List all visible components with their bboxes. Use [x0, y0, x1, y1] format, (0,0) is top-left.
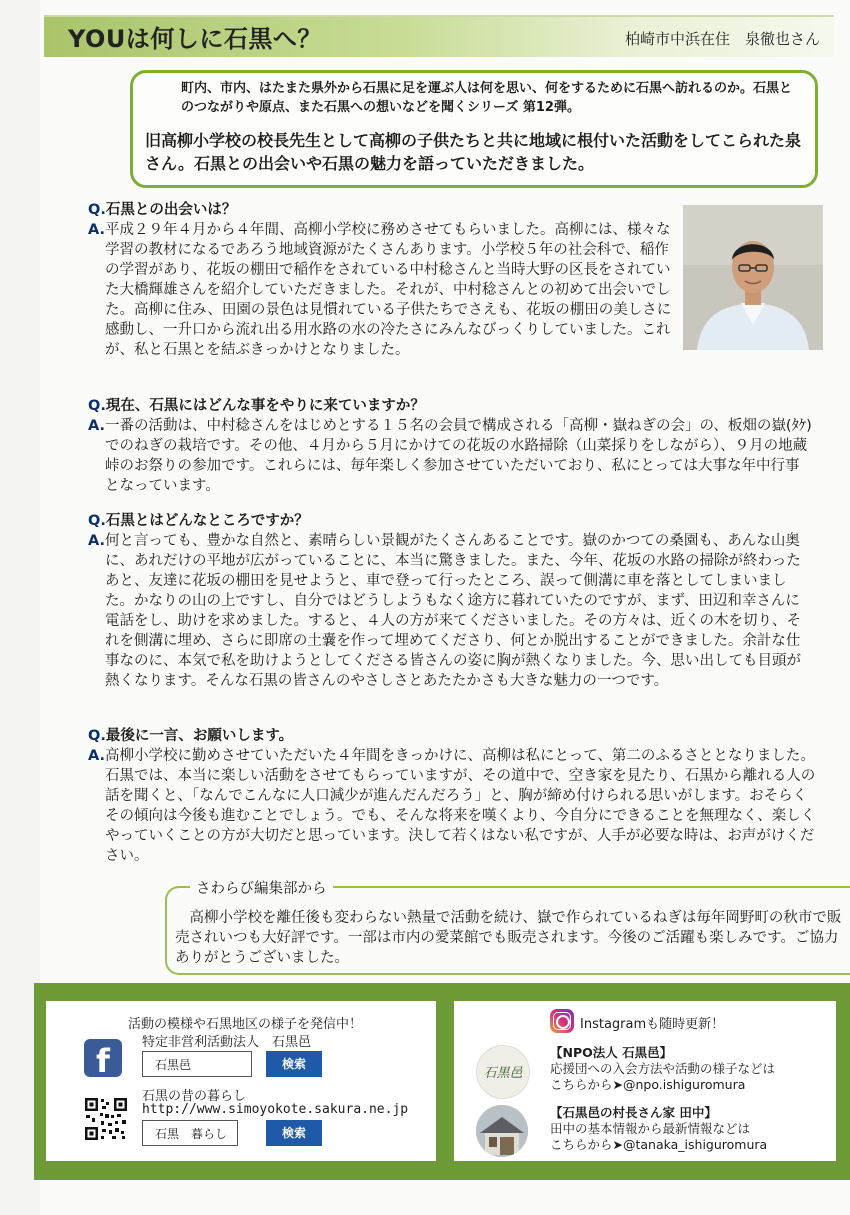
editorial-label: さわらび編集部から — [190, 877, 333, 898]
qa-block-4 — [88, 726, 818, 866]
q-mark: Q. — [88, 728, 106, 744]
lead-text: 旧高柳小学校の校長先生として高柳の子供たちと共に地域に根付いた活動をしてこられた泉さん。石黒との出会いや石黒の魅力を語っていただきました。 — [145, 131, 802, 173]
sns-heading: 活動の模様や石黒地区の様子を発信中！ — [128, 1017, 363, 1032]
answer-1 — [88, 220, 678, 360]
ishiguromura-logo — [476, 1045, 530, 1099]
question-2 — [88, 396, 813, 416]
qa-block-2 — [88, 396, 813, 496]
npo-title: 【NPO法人 石黒邑】 — [550, 1045, 673, 1060]
editorial-box — [165, 886, 850, 975]
npo-instagram-link[interactable]: こちらから➤@npo.ishiguromura — [550, 1077, 746, 1092]
answer-text: 平成２９年４月から４年間、高柳小学校に務めさせてもらいました。高柳には、様々な学習の教材になるであろう地域資源がたくさんあります。小学校５年の社会科で、稲作の学習があり、花坂の棚田で稲作をされている中村稔さんと当時大野の区長をされていた大橋輝雄さんを紹介していただきました。それが、中村稔さんとの初めて出会いでした。高柳に住み、田園の景色は見慣れている子供たちでさえも、花坂の棚田の美しさに感動し、一升口から流れ出る用水路の水の冷たさにみんなびっくりしていました。これが、私と石黒とを結ぶきっかけとなりました。 — [105, 222, 672, 358]
tanaka-house-photo — [476, 1105, 528, 1157]
a-mark: A. — [88, 222, 105, 238]
website-link[interactable]: http://www.simoyokote.sakura.ne.jp — [142, 1102, 409, 1117]
search-field-ishiguromura[interactable]: 石黒邑 — [142, 1051, 252, 1077]
qa-block-3 — [88, 511, 813, 691]
instagram-heading: Instagramも随時更新！ — [580, 1017, 725, 1032]
sns-panel-right — [454, 1001, 836, 1161]
facebook-icon[interactable]: f — [84, 1039, 122, 1077]
question-1 — [88, 200, 678, 220]
search-button-1[interactable]: 検索 — [266, 1051, 322, 1077]
search-button-2[interactable]: 検索 — [266, 1120, 322, 1146]
logo-text: 石黒邑 — [483, 1066, 523, 1081]
a-mark: A. — [88, 533, 105, 549]
question-text: 石黒とはどんなところですか？ — [105, 513, 309, 529]
qa-block-1 — [88, 200, 678, 360]
series-description: 町内、市内、はたまた県外から石黒に足を運ぶ人は何を思い、何をするために石黒へ訪れるのか。石黒とのつながりや原点、また石黒への想いなどを聞くシリーズ 第12弾。 — [181, 81, 793, 115]
footer — [34, 983, 850, 1180]
interviewee-photo — [683, 205, 823, 350]
q-mark: Q. — [88, 513, 106, 529]
a-mark: A. — [88, 748, 105, 764]
tanaka-info — [550, 1105, 767, 1153]
org-name: 特定非営利活動法人 石黒邑 — [142, 1035, 312, 1050]
npo-line-1: 応援団への入会方法や活動の様子などは — [550, 1061, 776, 1076]
tanaka-instagram-link[interactable]: こちらから➤@tanaka_ishiguromura — [550, 1137, 768, 1152]
npo-info — [550, 1045, 775, 1093]
answer-text: 一番の活動は、中村稔さんをはじめとする１５名の会員で構成される「高柳・嶽ねぎの会」の、板畑の嶽(ﾀｹ)でのねぎの栽培です。その他、４月から５月にかけての花坂の水路掃除（山菜採りをしながら）、９月の地蔵峠のお祭りの参加です。これらには、毎年楽しく参加させていただいており、私にとっては大事な年中行事となっています。 — [105, 418, 812, 494]
question-text: 最後に一言、お願いします。 — [105, 728, 294, 744]
answer-text: 何と言っても、豊かな自然と、素晴らしい景観がたくさんあることです。嶽のかつての桑園も、あんな山奥に、あれだけの平地が広がっていることに、本当に驚きました。また、今年、花坂の水路の掃除が終わったあと、友達に花坂の棚田を見せようと、車で登って行ったところ、誤って側溝に車を落としてしまいました。かなりの山の上ですし、自分ではどうしようもなく途方に暮れていたのですが、まず、田辺和幸さんに電話をし、助けを求めました。すると、４人の方が来てくださいました。その方々は、近くの木を切り、それを側溝に埋め、さらに即席の土嚢を作って埋めてくださり、何とか脱出することができました。余計な仕事なのに、本気で私を助けようとしてくださる皆さんの姿に胸が熱くなりました。今、思い出しても目頭が熱くなります。そんな石黒の皆さんのやさしさとあたたかさも大きな魅力の一つです。 — [105, 533, 801, 689]
question-3 — [88, 511, 813, 531]
q-mark: Q. — [88, 398, 106, 414]
tanaka-title: 【石黒邑の村長さん家 田中】 — [550, 1105, 717, 1120]
answer-3 — [88, 531, 813, 691]
a-mark: A. — [88, 418, 105, 434]
question-4 — [88, 726, 818, 746]
page-title: YOUは何しに石黒へ？ — [68, 25, 322, 53]
tanaka-line-1: 田中の基本情報から最新情報などは — [550, 1121, 751, 1136]
sns-panel-left — [46, 1001, 436, 1161]
old-life-label: 石黒の昔の暮らし — [142, 1089, 247, 1104]
instagram-icon[interactable] — [550, 1009, 574, 1033]
q-mark: Q. — [88, 202, 106, 218]
qr-code-icon[interactable] — [84, 1097, 128, 1141]
question-text: 現在、石黒にはどんな事をやりに来ていますか？ — [105, 398, 425, 414]
question-text: 石黒との出会いは？ — [105, 202, 237, 218]
editorial-text: 高柳小学校を離任後も変わらない熱量で活動を続け、嶽で作られているねぎは毎年岡野町の秋市で販売されいつも大好評です。一部は市内の愛菜館でも販売されます。今後のご活躍も楽しみです。ご協力ありがとうございました。 — [175, 910, 842, 966]
search-field-kurashi[interactable]: 石黒 暮らし — [142, 1120, 238, 1146]
intro-box — [130, 70, 818, 188]
answer-2 — [88, 416, 813, 496]
answer-text: 高柳小学校に勤めさせていただいた４年間をきっかけに、高柳は私にとって、第二のふるさととなりました。石黒では、本当に楽しい活動をさせてもらっていますが、その道中で、空き家を見たり、石黒から離れる人の話を聞くと、「なんでこんなに人口減少が進んだんだろう」と、胸が締め付けられる思いがします。おそらくその傾向は今後も進むことでしょう。でも、そんな将来を嘆くより、今自分にできることを無理なく、楽しくやっていくことの方が大切だと思っています。決して若くはない私ですが、人手が必要な時は、お声がけください。 — [105, 748, 816, 864]
answer-4 — [88, 746, 818, 866]
interviewee-name: 柏崎市中浜在住 泉徹也さん — [624, 30, 820, 48]
